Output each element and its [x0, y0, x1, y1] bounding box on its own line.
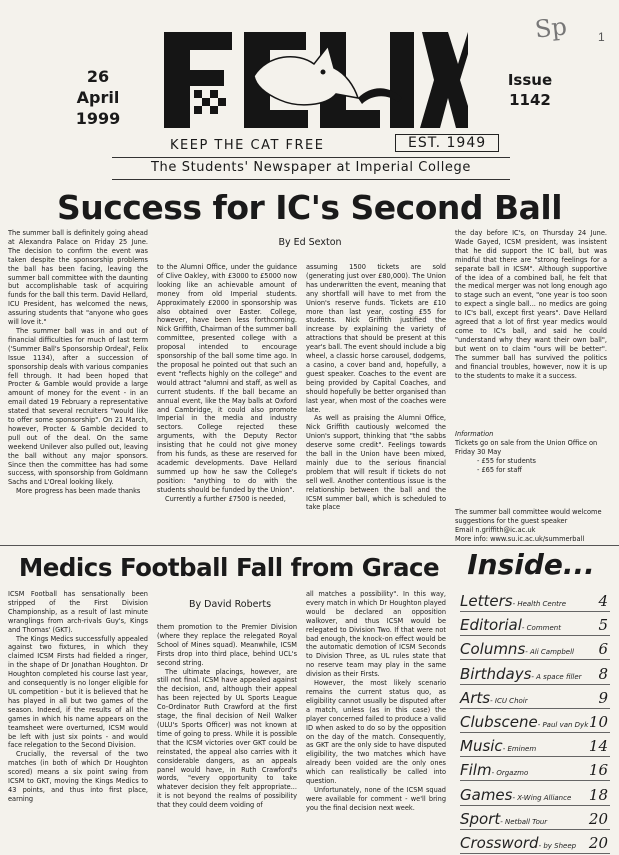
second-c1-p3: Crucially, the reversal of the two matches (in both of which Dr Houghton scored) means a six point swing from ICSM to GKT, moving the Kings Medics to 43 points, and thus into first place, earning — [8, 750, 148, 803]
inside-item-desc: - Netball Tour — [500, 817, 548, 826]
issue-number-box — [490, 70, 570, 110]
inside-item-columns — [460, 636, 610, 660]
lead-column-1 — [8, 229, 148, 543]
inside-item-name: Arts — [460, 688, 491, 707]
inside-item-desc: - Ali Campbell — [525, 648, 574, 657]
ticket-info-line1: Tickets go on sale from the Union Office on Friday 30 May — [455, 438, 598, 456]
inside-item-label — [460, 665, 582, 683]
inside-item-page: 9 — [598, 688, 608, 707]
ticket-price-students: - £55 for students — [477, 456, 536, 465]
inside-item-clubscene — [460, 709, 610, 733]
inside-item-desc: - Comment — [521, 624, 561, 633]
felix-logo-graphic — [158, 24, 468, 136]
lead-c1-p1: The summer ball is definitely going ahead at Alexandra Palace on Friday 25 June. The decision to confirm the event was taken despite the sponsorship problems the ball has been facing, leaving the summer ball committee with the daunting but accomplishable task of acquiring funds for the ball this term. David Hellard, ICU President, has welcomed the news, assuring students that "anyone who goes will love it." — [8, 229, 148, 327]
inside-item-desc: - ICU Choir — [490, 696, 528, 705]
inside-item-desc: - Eminem — [502, 745, 537, 754]
lead-column-2 — [157, 263, 297, 543]
inside-item-label — [460, 713, 588, 731]
inside-item-label — [460, 810, 547, 828]
inside-item-page: 10 — [588, 713, 608, 731]
second-c2-p1: them promotion to the Premier Division (where they replace the relegated Royal School of Mines squad). Meanwhile, ICSM Firsts drop into third place, behind UCL's second string. — [157, 623, 297, 667]
masthead-rule-top — [112, 157, 510, 158]
contact-suggestion: The summer ball committee would welcome suggestions for the guest speaker — [455, 508, 602, 525]
handwritten-mark: Sp — [533, 12, 569, 44]
date-month: April — [76, 88, 120, 107]
page-number: 1 — [598, 30, 605, 44]
inside-item-arts — [460, 685, 610, 709]
tagline: KEEP THE CAT FREE — [170, 138, 325, 153]
inside-item-name: Music — [460, 737, 503, 756]
lead-c1-p2: The summer ball was in and out of financial difficulties for much of last term ('Summer Ball's Sponsorship Ordeal', Felix Issue 1134), after a succession of sponsorship deals with various companies fell through. It had been hoped that Procter & Gamble would provide a large amount of money for the event - in an email dated 19 February a representative stated that several recruiters "would like to offer some sponsorship". On 21 March, however, Procter & Gamble decided to pull out of the deal. On the same weekend Unilever also pulled out, leaving the ball without any major sponsors. Since then the committee has had some success, with sponsorship from Goldmann Sachs and L'Oreal looking likely. — [8, 326, 148, 487]
second-c3-p2: However, the most likely scenario remains the current status quo, as eligibility cannot usually be disputed after a match, unless (as in this case) the player concerned failed to produce a valid ID when asked to do so by the opposition on the day of the match. Consequently, as GKT are the only side to have disputed eligibility, the two matches which have already been voided are the only ones which can realistically be called into question. — [306, 679, 446, 786]
inside-item-page: 18 — [588, 785, 608, 804]
inside-item-name: Columns — [460, 640, 526, 659]
ticket-info-box — [455, 430, 607, 475]
inside-item-page: 8 — [598, 664, 608, 683]
inside-item-music — [460, 733, 610, 757]
inside-item-page: 20 — [588, 834, 608, 852]
inside-item-games — [460, 782, 610, 806]
inside-item-birthdays — [460, 661, 610, 685]
committee-contact — [455, 508, 607, 544]
felix-logo — [158, 24, 468, 141]
second-column-3 — [306, 590, 446, 852]
lead-c2-p2: Currently a further £7500 is needed, — [165, 494, 286, 503]
inside-item-crossword — [460, 830, 610, 854]
inside-item-name: Crossword — [460, 834, 539, 852]
second-c3-p1: all matches a possibility". In this way, every match in which Dr Houghton played would be declared an opposition walkover, and thus ICSM would be relegated to Division Two. If that were not bad enough, the knock-on effect would be the automatic demotion of ICSM Seconds to Division Three, as UL rules state that no reserve team may play in the same division as their Firsts. — [306, 590, 446, 679]
masthead-rule-bottom — [112, 179, 510, 180]
inside-item-film — [460, 757, 610, 781]
inside-title: Inside... — [467, 548, 595, 581]
second-column-1 — [8, 590, 148, 852]
inside-item-page: 16 — [588, 761, 608, 780]
inside-item-desc: - A space filler — [531, 672, 582, 681]
second-c3-p3: Unfortunately, none of the ICSM squad were available for comment - we'll bring you the final decision next week. — [306, 785, 446, 812]
contact-email: Email n.griffith@ic.ac.uk — [455, 525, 536, 534]
inside-item-desc: - Paul van Dyk — [537, 721, 589, 729]
inside-item-desc: - Orgazmo — [491, 769, 529, 778]
inside-item-name: Clubscene — [460, 713, 538, 731]
inside-item-name: Games — [460, 785, 513, 804]
second-headline: Medics Football Fall from Grace — [18, 553, 440, 582]
inside-item-label — [460, 640, 574, 658]
inside-item-page: 20 — [588, 809, 608, 828]
inside-item-label — [460, 761, 528, 779]
issue-number: 1142 — [509, 91, 551, 109]
contact-website: More info: www.su.ic.ac.uk/summerball — [455, 534, 585, 543]
inside-item-editorial — [460, 612, 610, 636]
second-c1-p1: ICSM Football has sensationally been stripped of the First Division Championship, as a result of last minute wranglings from arch-rivals Guy's, Kings and Thomas' (GKT). — [8, 590, 148, 634]
newspaper-subtitle: The Students' Newspaper at Imperial College — [151, 160, 471, 175]
inside-item-page: 6 — [598, 640, 608, 659]
second-c2-p2: The ultimate placings, however, are still not final. ICSM have appealed against the decision, and, although their appeal has been rejected by UL Sports League Co-Ordinator Ruth Crawford at the first stage, the final decision of Neil Walker (ULU's Sports Officer) was not known at time of going to press. While it is possible that the ICSM victories over GKT could be reinstated, the appeal also carries with it considerable dangers, as an appeals panel would have, in Ruth Crawford's words, "every opportunity to take whatever decision they felt appropriate... it is not beyond the realms of possibility that they could deem voiding of — [157, 667, 297, 810]
date-day: 26 — [86, 67, 110, 86]
inside-item-label — [460, 737, 536, 755]
inside-item-desc: - X-Wing Alliance — [512, 793, 572, 802]
lead-byline: By Ed Sexton — [278, 237, 342, 248]
lead-headline: Success for IC's Second Ball — [56, 188, 563, 227]
inside-item-page: 14 — [588, 737, 608, 756]
lead-column-4 — [455, 229, 607, 411]
inside-item-label — [460, 616, 561, 634]
second-column-2 — [157, 623, 297, 852]
inside-item-letters — [460, 588, 610, 612]
lead-c4-p1: the day before IC's, on Thursday 24 June. Wade Gayed, ICSM president, was insistent that he did support the IC ball, but was mindful that there are "strong feelings for a separate ball in ICSM". Although supportive of the idea of a combined ball, he felt that the medical merger was not long enough ago to stage such an event, "one year is too soon to expect a single ball... no medics are going to IC's ball, except first years". Dave Hellard agreed that a lot of first year medics would come to IC's ball, and said he could "understand why they want their own ball", but went on to claim "ours will be better". The summer ball has survived the politics and financial troubles, however, now it is up to the students to make it a success. — [455, 229, 607, 380]
inside-item-sport — [460, 806, 610, 830]
lead-c1-p3: More progress has been made thanks — [16, 487, 141, 496]
lead-c3-p2: As well as praising the Alumni Office, Nick Griffith cautiously welcomed the Union's support, thinking that "the sabbs deserve some credit". Feelings towards the ball in the Union have been mixed, mainly due to the serious financial problem that will result if tickets do not sell well. Another contentious issue is the relationship between the ball and the ICSM summer ball, which is scheduled to take place — [306, 414, 446, 512]
lead-c2-p1: to the Alumni Office, under the guidance of Clive Oakley, with £3000 to £5000 now looking like an achievable amount of money from old Imperial students. Approximately £2000 in sponsorship was also obtained over Easter. College, however, have been less forthcoming. Nick Griffith, Chairman of the summer ball committee, presented college with a proposal intended to encourage sponsorship of the ball some time ago. In the proposal he pointed out that such an event "reflects highly on the college" and would attract "alumni and staff, as well as current students. If the ball became an annual event, like the May balls at Oxford and Cambridge, it could also promote Imperial in the media and industry sectors. College rejected these arguments, with the Deputy Rector insisting that he could not give money from his funds, as these are reserved for academic developments. Dave Hellard summed up how he saw the College's position: "anything to do with the students should be funded by the Union". — [157, 263, 297, 494]
inside-item-name: Editorial — [460, 616, 522, 635]
date-year: 1999 — [75, 109, 121, 128]
inside-item-label — [460, 689, 528, 707]
established-badge: EST. 1949 — [395, 134, 499, 152]
inside-item-label — [460, 592, 566, 610]
ticket-info-heading: Information — [455, 430, 494, 438]
inside-item-page: 4 — [598, 592, 608, 610]
inside-item-name: Letters — [460, 592, 513, 610]
lead-c3-p1: assuming 1500 tickets are sold (generating just over £80,000). The Union has underwritten the event, meaning that any shortfall will have to met from the Union's reserve funds. Tickets are £10 more than last year, costing £55 for students. Nick Griffith justified the increase by explaining the variety of attractions that should be present at this year's ball. The event should include a big wheel, a classic horse carousel, dodgems, a casino, a cover band and, hopefully, a guest speaker. Coaches to the event are being provided by Capital Coaches, and should hopefully be better organised than last year, when most of the coaches were late. — [306, 263, 446, 414]
ticket-price-staff: - £65 for staff — [477, 465, 522, 474]
inside-item-label — [460, 834, 576, 852]
inside-item-page: 5 — [598, 616, 608, 635]
second-c1-p2: The Kings Medics successfully appealed against two fixtures, in which they claimed ICSM Firsts had fielded a ringer, in the shape of Dr Jonathan Houghton. Dr Houghton completed his course last year, and consequently is no longer eligible for UL competition - but it is believed that he has played in all but two games of the season. Indeed, if the results of all the games in which his name appears on the teamsheet were overturned, ICSM would be left with just six points - and would face relegation to the Second Division. — [8, 634, 148, 750]
inside-item-label — [460, 786, 571, 804]
inside-item-name: Film — [460, 761, 492, 780]
inside-item-desc: - by Sheep — [538, 842, 577, 850]
inside-item-name: Sport — [460, 809, 501, 828]
issue-label: Issue — [507, 71, 553, 89]
inside-item-desc: - Health Centre — [512, 600, 567, 608]
inside-index — [452, 548, 610, 854]
inside-item-name: Birthdays — [460, 664, 532, 683]
second-byline: By David Roberts — [188, 599, 272, 610]
lead-column-3 — [306, 263, 446, 543]
inside-item-underline — [460, 853, 610, 854]
story-divider — [0, 545, 619, 546]
issue-date — [58, 66, 138, 129]
